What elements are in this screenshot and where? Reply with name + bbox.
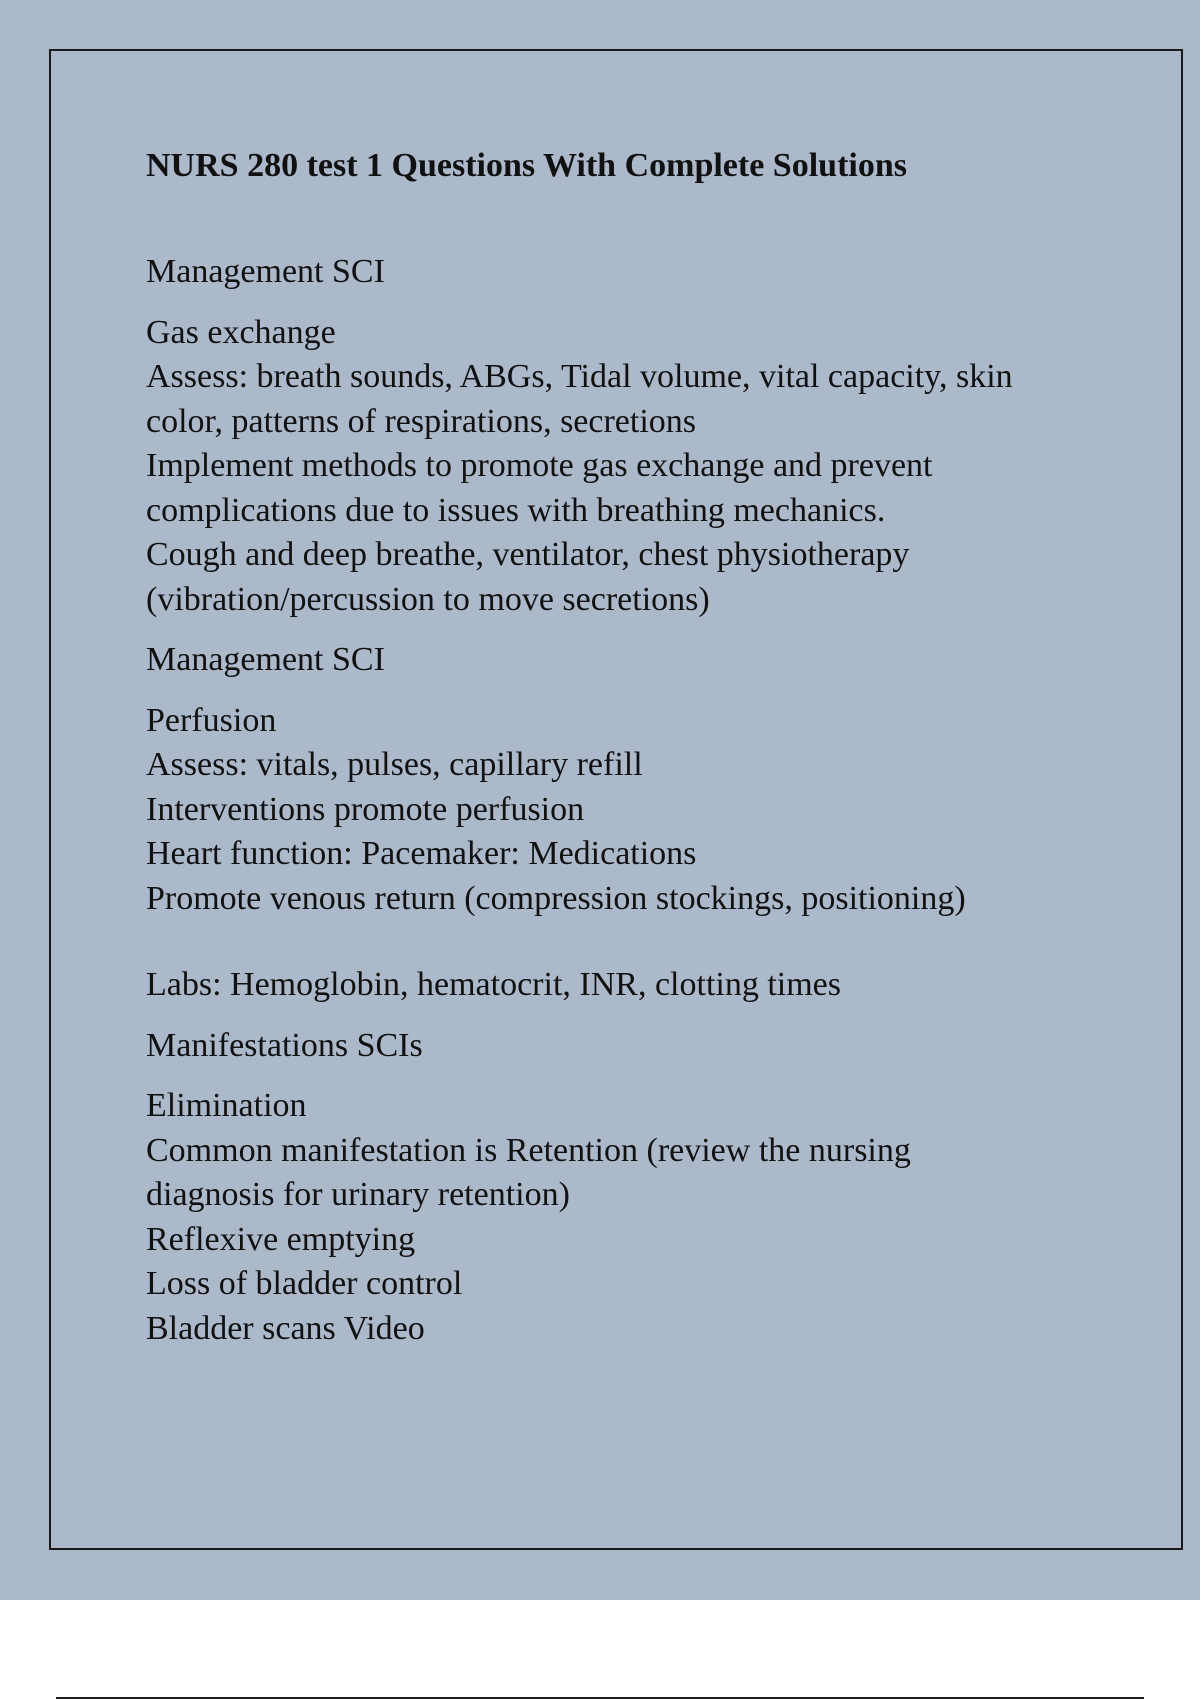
text-line: (vibration/percussion to move secretions): [146, 580, 710, 618]
text-block: [146, 963, 1106, 1008]
text-line: Bladder scans Video: [146, 1309, 425, 1347]
text-line: Cough and deep breathe, ventilator, chest physiotherapy: [146, 536, 910, 573]
text-block: [146, 250, 1106, 295]
text-block: [146, 311, 1106, 623]
text-line: Elimination: [146, 1087, 307, 1124]
text-line: Gas exchange: [146, 313, 336, 351]
text-line: Common manifestation is Retention (review the nursing: [146, 1131, 911, 1169]
text-line: diagnosis for urinary retention): [146, 1176, 570, 1213]
spacer: [146, 937, 1106, 963]
text-line: Assess: breath sounds, ABGs, Tidal volume, vital capacity, skin: [146, 358, 1013, 395]
text-block: [146, 1084, 1106, 1351]
text-line: Perfusion: [146, 701, 277, 739]
text-line: Reflexive emptying: [146, 1220, 416, 1258]
text-line: Assess: vitals, pulses, capillary refill: [146, 746, 643, 783]
text-line: Management SCI: [146, 641, 385, 678]
document-content: [146, 140, 1106, 1367]
text-line: Implement methods to promote gas exchange and prevent: [146, 447, 933, 484]
text-line: complications due to issues with breathing mechanics.: [146, 491, 886, 529]
text-line: color, patterns of respirations, secretions: [146, 402, 697, 440]
document-title: NURS 280 test 1 Questions With Complete Solutions: [146, 147, 907, 184]
text-line: Heart function: Pacemaker: Medications: [146, 835, 697, 872]
footer-divider: [56, 1697, 1144, 1699]
text-line: Management SCI: [146, 253, 385, 290]
text-line: Promote venous return (compression stockings, positioning): [146, 879, 966, 917]
text-block: [146, 699, 1106, 922]
text-block: [146, 1024, 1106, 1069]
text-line: Labs: Hemoglobin, hematocrit, INR, clotting times: [146, 966, 841, 1003]
text-line: Manifestations SCIs: [146, 1026, 423, 1064]
text-block: [146, 638, 1106, 683]
text-line: Interventions promote perfusion: [146, 790, 585, 828]
text-line: Loss of bladder control: [146, 1265, 463, 1302]
